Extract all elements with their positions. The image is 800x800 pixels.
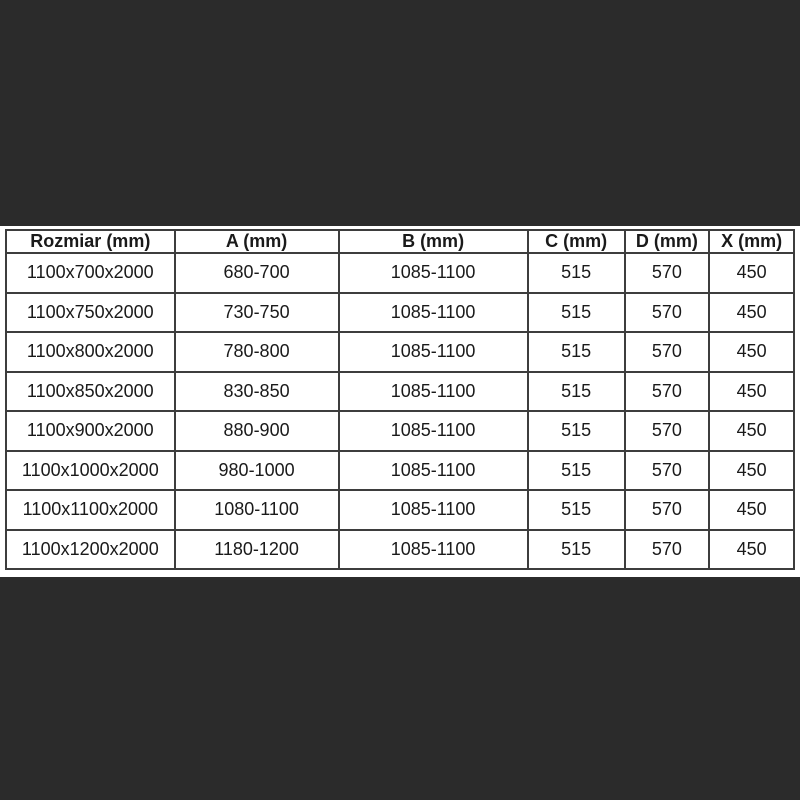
table-cell: 570: [625, 530, 710, 570]
table-cell: 1100x850x2000: [6, 372, 175, 412]
table-cell: 450: [709, 253, 794, 293]
table-cell: 450: [709, 332, 794, 372]
table-cell: 1100x750x2000: [6, 293, 175, 333]
table-cell: 730-750: [175, 293, 339, 333]
table-cell: 980-1000: [175, 451, 339, 491]
table-row: [6, 253, 794, 293]
table-row: [6, 451, 794, 491]
table-cell: 515: [528, 411, 625, 451]
table-cell: 450: [709, 490, 794, 530]
column-header-5: X (mm): [709, 230, 794, 253]
table-cell: 1085-1100: [339, 490, 528, 530]
table-panel: [0, 226, 800, 577]
table-row: [6, 490, 794, 530]
table-cell: 570: [625, 253, 710, 293]
table-cell: 515: [528, 332, 625, 372]
table-cell: 450: [709, 411, 794, 451]
table-cell: 570: [625, 293, 710, 333]
table-cell: 570: [625, 372, 710, 412]
table-row: [6, 411, 794, 451]
table-body: [6, 253, 794, 569]
table-cell: 1100x900x2000: [6, 411, 175, 451]
table-cell: 1085-1100: [339, 332, 528, 372]
table-cell: 1085-1100: [339, 411, 528, 451]
table-cell: 515: [528, 530, 625, 570]
table-cell: 450: [709, 372, 794, 412]
table-header-row: [6, 230, 794, 253]
table-cell: 515: [528, 372, 625, 412]
table-cell: 830-850: [175, 372, 339, 412]
table-cell: 1085-1100: [339, 530, 528, 570]
table-cell: 515: [528, 451, 625, 491]
table-cell: 1100x1100x2000: [6, 490, 175, 530]
column-header-0: Rozmiar (mm): [6, 230, 175, 253]
table-row: [6, 530, 794, 570]
table-cell: 570: [625, 451, 710, 491]
table-row: [6, 332, 794, 372]
table-cell: 680-700: [175, 253, 339, 293]
bottom-dark-region: [0, 577, 800, 800]
table-cell: 515: [528, 253, 625, 293]
table-cell: 570: [625, 332, 710, 372]
table-cell: 1100x800x2000: [6, 332, 175, 372]
column-header-4: D (mm): [625, 230, 710, 253]
table-cell: 1085-1100: [339, 253, 528, 293]
column-header-3: C (mm): [528, 230, 625, 253]
column-header-1: A (mm): [175, 230, 339, 253]
table-cell: 780-800: [175, 332, 339, 372]
table-cell: 450: [709, 293, 794, 333]
table-cell: 1085-1100: [339, 372, 528, 412]
table-cell: 1080-1100: [175, 490, 339, 530]
table-row: [6, 293, 794, 333]
table-cell: 1085-1100: [339, 293, 528, 333]
table-cell: 880-900: [175, 411, 339, 451]
table-cell: 1100x1200x2000: [6, 530, 175, 570]
table-cell: 450: [709, 530, 794, 570]
column-header-2: B (mm): [339, 230, 528, 253]
size-spec-table: [5, 229, 795, 570]
table-cell: 570: [625, 490, 710, 530]
table-cell: 570: [625, 411, 710, 451]
table-cell: 515: [528, 293, 625, 333]
table-cell: 450: [709, 451, 794, 491]
table-cell: 1085-1100: [339, 451, 528, 491]
table-cell: 1100x700x2000: [6, 253, 175, 293]
top-dark-region: [0, 0, 800, 226]
table-cell: 515: [528, 490, 625, 530]
table-row: [6, 372, 794, 412]
table-cell: 1100x1000x2000: [6, 451, 175, 491]
table-cell: 1180-1200: [175, 530, 339, 570]
